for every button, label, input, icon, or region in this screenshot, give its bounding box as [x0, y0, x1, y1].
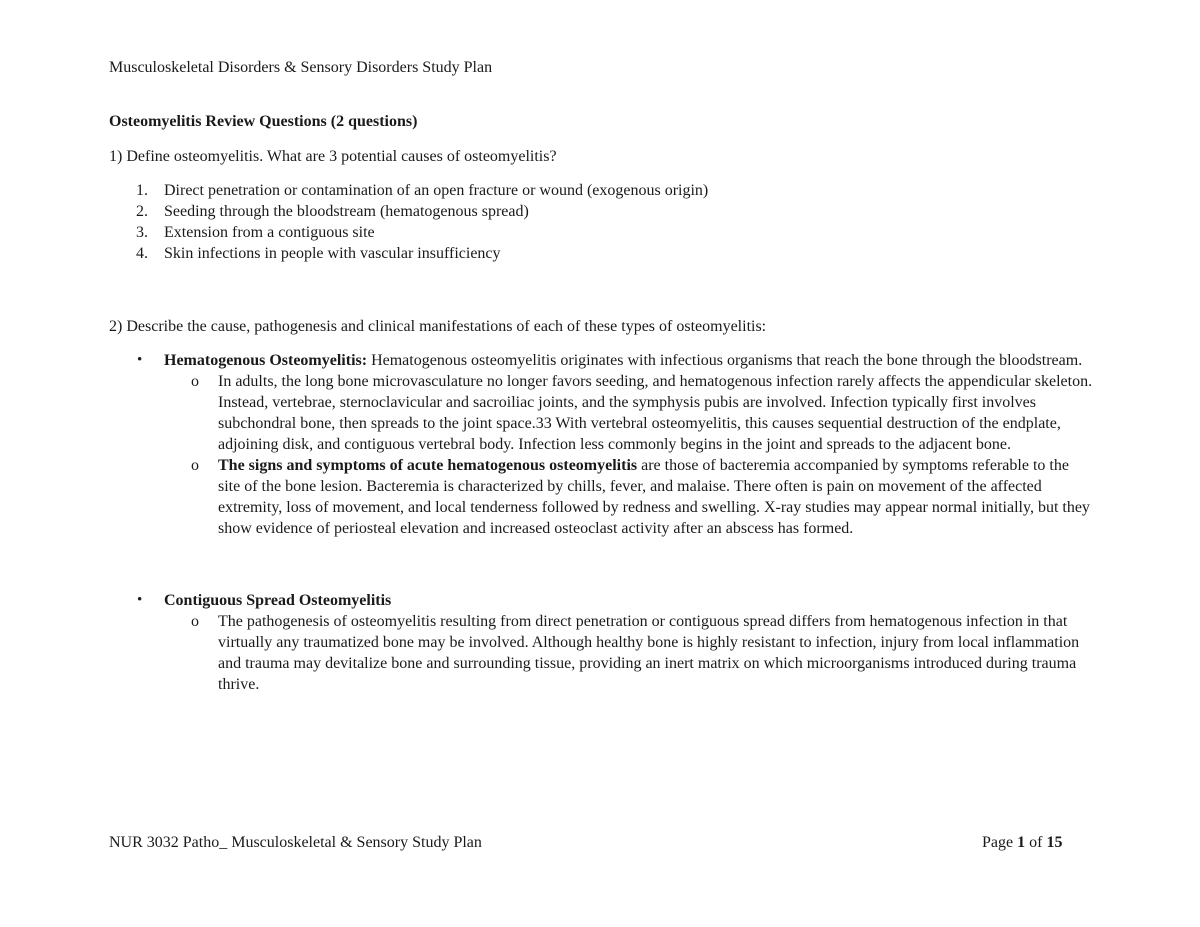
type-term: Hematogenous Osteomyelitis:	[164, 352, 368, 369]
cause-list	[109, 180, 1094, 264]
page-of-label: of	[1025, 834, 1047, 851]
list-item-text: Direct penetration or contamination of an open fracture or wound (exogenous origin)	[164, 182, 709, 199]
type-hematogenous	[109, 350, 1094, 539]
osteomyelitis-types-list	[109, 350, 1094, 695]
list-item	[109, 180, 1094, 201]
footer-course-title	[109, 832, 482, 853]
circle-bullet-icon: o	[191, 613, 199, 630]
list-item	[109, 222, 1094, 243]
list-number: 2.	[136, 203, 148, 220]
section-title: Osteomyelitis Review Questions (2 questions)	[109, 113, 418, 130]
footer-text: NUR 3032 Patho_ Musculoskeletal & Sensory Study Plan	[109, 834, 482, 851]
list-item-text: Skin infections in people with vascular insufficiency	[164, 245, 501, 262]
type-term: Contiguous Spread Osteomyelitis	[164, 592, 392, 609]
question-2: 2) Describe the cause, pathogenesis and clinical manifestations of each of these types of osteomyelitis:	[109, 318, 767, 335]
page-current: 1	[1017, 834, 1026, 851]
page-number	[982, 832, 1062, 853]
document-title: Musculoskeletal Disorders & Sensory Disorders Study Plan	[109, 59, 493, 76]
sub-item-text: are those of bacteremia accompanied by symptoms referable to the site of the bone lesion. Bacteremia is characterized by chills, fever, and malaise. There often is pain on movement of the affected extremity, loss of movement, and local tenderness followed by redness and swelling. X-ray studies may appear normal initially, but they show evidence of periosteal elevation and increased osteoclast activity after an abscess has formed.	[218, 457, 1090, 537]
sub-item-text: In adults, the long bone microvasculature no longer favors seeding, and hematogenous infection rarely affects the appendicular skeleton. Instead, vertebrae, sternoclavicular and sacroiliac joints, and the symphysis pubis are involved. Infection typically first involves subchondral bone, then spreads to the joint space.33 With vertebral osteomyelitis, this causes sequential destruction of the endplate, adjoining disk, and contiguous vertebral body. Infection less commonly begins in the joint and spreads to the adjacent bone.	[218, 373, 1093, 453]
list-number: 1.	[136, 182, 148, 199]
sub-list	[164, 371, 1094, 539]
sub-item-lead: The signs and symptoms of acute hematogenous osteomyelitis	[218, 457, 638, 474]
type-contiguous	[109, 590, 1094, 695]
list-item	[109, 201, 1094, 222]
bullet-icon: •	[137, 592, 143, 608]
list-number: 4.	[136, 245, 148, 262]
sub-list	[164, 611, 1094, 695]
list-item	[109, 243, 1094, 264]
circle-bullet-icon: o	[191, 457, 199, 474]
page-label: Page	[982, 834, 1018, 851]
sub-item	[164, 611, 1094, 695]
question-1: 1) Define osteomyelitis. What are 3 potential causes of osteomyelitis?	[109, 148, 557, 165]
page-header	[109, 57, 492, 78]
sub-item-text: The pathogenesis of osteomyelitis resulting from direct penetration or contiguous spread differs from hematogenous infection in that virtually any traumatized bone may be involved. Although healthy bone is highly resistant to infection, injury from local inflammation and trauma may devitalize bone and surrounding tissue, providing an inert matrix on which microorganisms introduced during trauma thrive.	[218, 613, 1080, 693]
list-number: 3.	[136, 224, 148, 241]
sub-item	[164, 371, 1094, 455]
list-item-text: Extension from a contiguous site	[164, 224, 375, 241]
sub-item	[164, 455, 1094, 539]
bullet-icon: •	[137, 352, 143, 368]
page-total: 15	[1046, 834, 1063, 851]
type-description: Hematogenous osteomyelitis originates with infectious organisms that reach the bone through the bloodstream.	[367, 352, 1083, 369]
circle-bullet-icon: o	[191, 373, 199, 390]
list-item-text: Seeding through the bloodstream (hematogenous spread)	[164, 203, 529, 220]
document-body	[109, 111, 1094, 695]
